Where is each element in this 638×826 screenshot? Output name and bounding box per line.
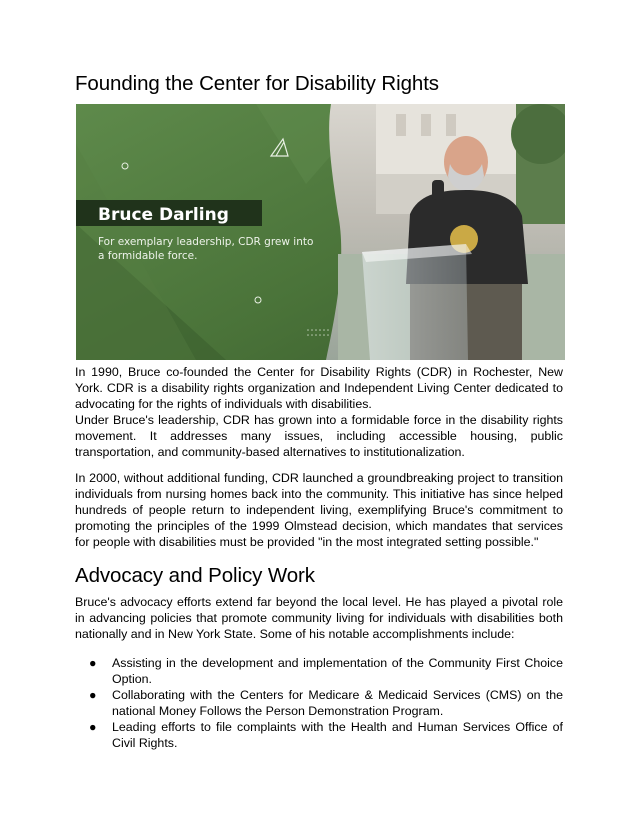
banner-tagline-line1: For exemplary leadership, CDR grew into <box>98 236 314 248</box>
section-heading-founding: Founding the Center for Disability Rights <box>75 72 439 95</box>
section-heading-advocacy: Advocacy and Policy Work <box>75 564 315 587</box>
banner-name: Bruce Darling <box>98 205 229 225</box>
list-item-text: Assisting in the development and implementation of the Community First Choice Option. <box>112 656 563 686</box>
paragraph-advocacy: Bruce's advocacy efforts extend far beyond the local level. He has played a pivotal role in advancing policies that promote community living for individuals with disabilities both nationally and in New York State. Some of his notable accomplishments include: <box>75 595 563 641</box>
bruce-darling-banner-image <box>76 104 565 360</box>
paragraph-2000-project: In 2000, without additional funding, CDR launched a groundbreaking project to transition individuals from nursing homes back into the community. This initiative has since helped hundreds of people return to independent living, exemplifying Bruce's commitment to promoting the principles of the 1999 Olmstead decision, which mandates that services for people with disabilities must be provided "in the most integrated setting possible." <box>75 471 563 549</box>
list-item-text: Leading efforts to file complaints with the Health and Human Services Office of Civil Rights. <box>112 720 563 750</box>
bullet-icon: ● <box>89 656 97 670</box>
bullet-icon: ● <box>89 688 97 702</box>
list-item <box>75 687 563 719</box>
accomplishments-list <box>75 655 563 751</box>
paragraph-founding: In 1990, Bruce co-founded the Center for Disability Rights (CDR) in Rochester, New York. CDR is a disability rights organization and Independent Living Center dedicated to advocating for the rights of individuals with disabilities. <box>75 365 563 411</box>
paragraph-leadership: Under Bruce's leadership, CDR has grown into a formidable force in the disability rights movement. It addresses many issues, including accessible housing, public transportation, and community-based alternatives to institutionalization. <box>75 413 563 459</box>
bullet-icon: ● <box>89 720 97 734</box>
list-item-text: Collaborating with the Centers for Medicare & Medicaid Services (CMS) on the national Money Follows the Person Demonstration Program. <box>112 688 563 718</box>
banner-tagline-line2: a formidable force. <box>98 250 198 262</box>
list-item <box>75 655 563 687</box>
list-item <box>75 719 563 751</box>
